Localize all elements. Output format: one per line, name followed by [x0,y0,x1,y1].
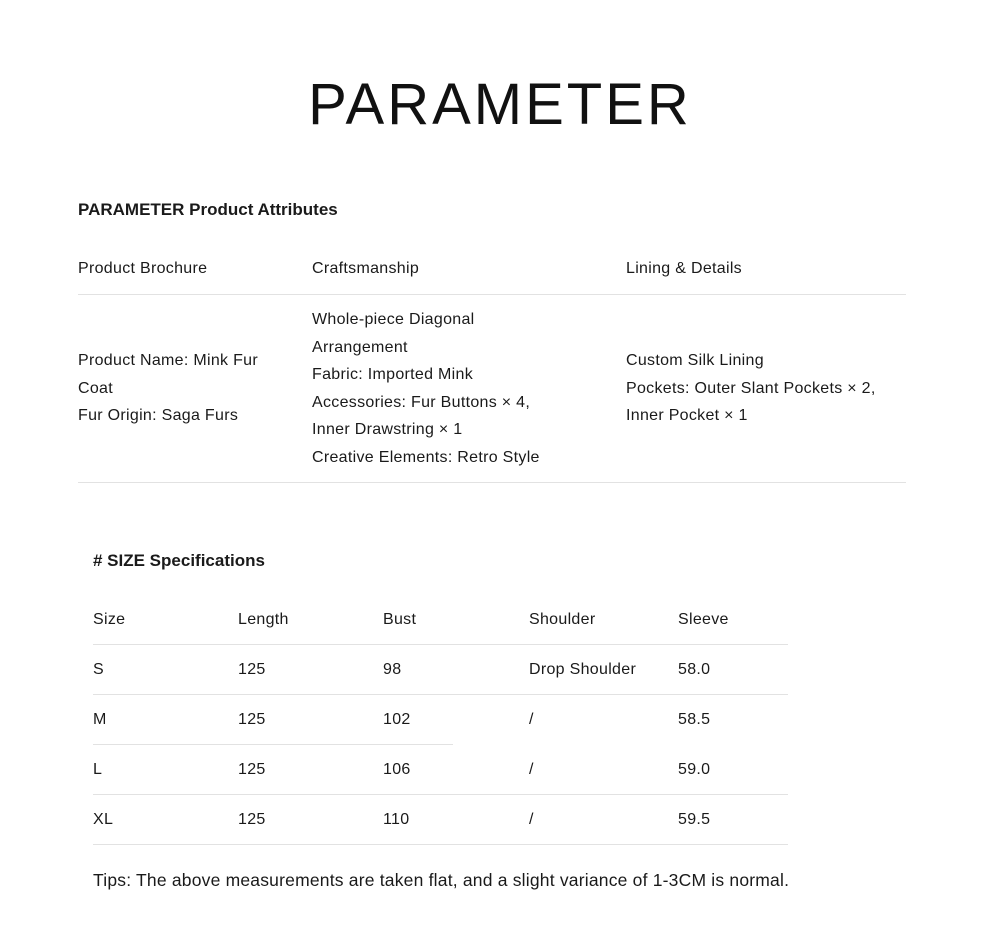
table-row [93,645,788,695]
attributes-header-row [78,244,906,295]
brochure-line: Coat [78,379,113,397]
bust-cell: 110 [383,810,410,828]
size-cell: XL [93,810,114,828]
sleeve-cell: 58.5 [678,711,711,725]
size-table [93,596,788,845]
shoulder-cell: / [529,760,534,778]
column-header-brochure: Product Brochure [78,260,208,277]
size-cell: L [93,760,103,778]
craftsmanship-line: Accessories: Fur Buttons × 4, [312,393,531,411]
attributes-body-row [78,295,906,483]
sleeve-cell: 59.0 [678,760,711,778]
lining-line: Inner Pocket × 1 [626,407,748,425]
table-row [93,795,788,845]
length-cell: 125 [238,711,266,728]
craftsmanship-line: Fabric: Imported Mink [312,366,474,383]
row-divider [93,744,453,745]
craftsmanship-cell [312,306,626,471]
size-cell: S [93,660,104,678]
craftsmanship-line: Whole-piece Diagonal [312,311,475,328]
bust-cell: 106 [383,760,411,778]
size-heading: # SIZE Specifications [93,551,265,570]
bust-cell: 98 [383,660,402,678]
length-cell: 125 [238,660,266,678]
brochure-line: Product Name: Mink Fur [78,352,258,370]
size-header-row [93,596,788,645]
lining-cell [626,347,906,430]
column-header-craftsmanship: Craftsmanship [312,260,420,277]
length-cell: 125 [238,760,266,778]
shoulder-cell: / [529,810,534,828]
brochure-cell [78,347,312,430]
craftsmanship-line: Arrangement [312,338,408,356]
column-header-length: Length [238,611,289,628]
column-header-bust: Bust [383,611,417,628]
table-row [93,745,788,795]
lining-line: Pockets: Outer Slant Pockets × 2, [626,379,876,397]
column-header-sleeve: Sleeve [678,611,729,628]
craftsmanship-line: Creative Elements: Retro Style [312,448,540,466]
lining-line: Custom Silk Lining [626,352,764,370]
sleeve-cell: 58.0 [678,660,711,678]
column-header-size: Size [93,611,126,628]
brochure-line: Fur Origin: Saga Furs [78,407,239,425]
column-header-lining: Lining & Details [626,260,742,277]
attributes-table [78,244,906,483]
shoulder-cell: Drop Shoulder [529,660,637,678]
size-cell: M [93,711,107,728]
bust-cell: 102 [383,711,411,728]
page-title: PARAMETER [308,72,692,137]
attributes-heading: PARAMETER Product Attributes [78,200,338,219]
length-cell: 125 [238,810,266,828]
table-row [93,695,788,745]
shoulder-cell: / [529,711,534,725]
column-header-shoulder: Shoulder [529,611,596,628]
sleeve-cell: 59.5 [678,810,711,828]
tips-note: Tips: The above measurements are taken flat, and a slight variance of 1-3CM is normal. [93,870,790,890]
craftsmanship-line: Inner Drawstring × 1 [312,421,463,438]
